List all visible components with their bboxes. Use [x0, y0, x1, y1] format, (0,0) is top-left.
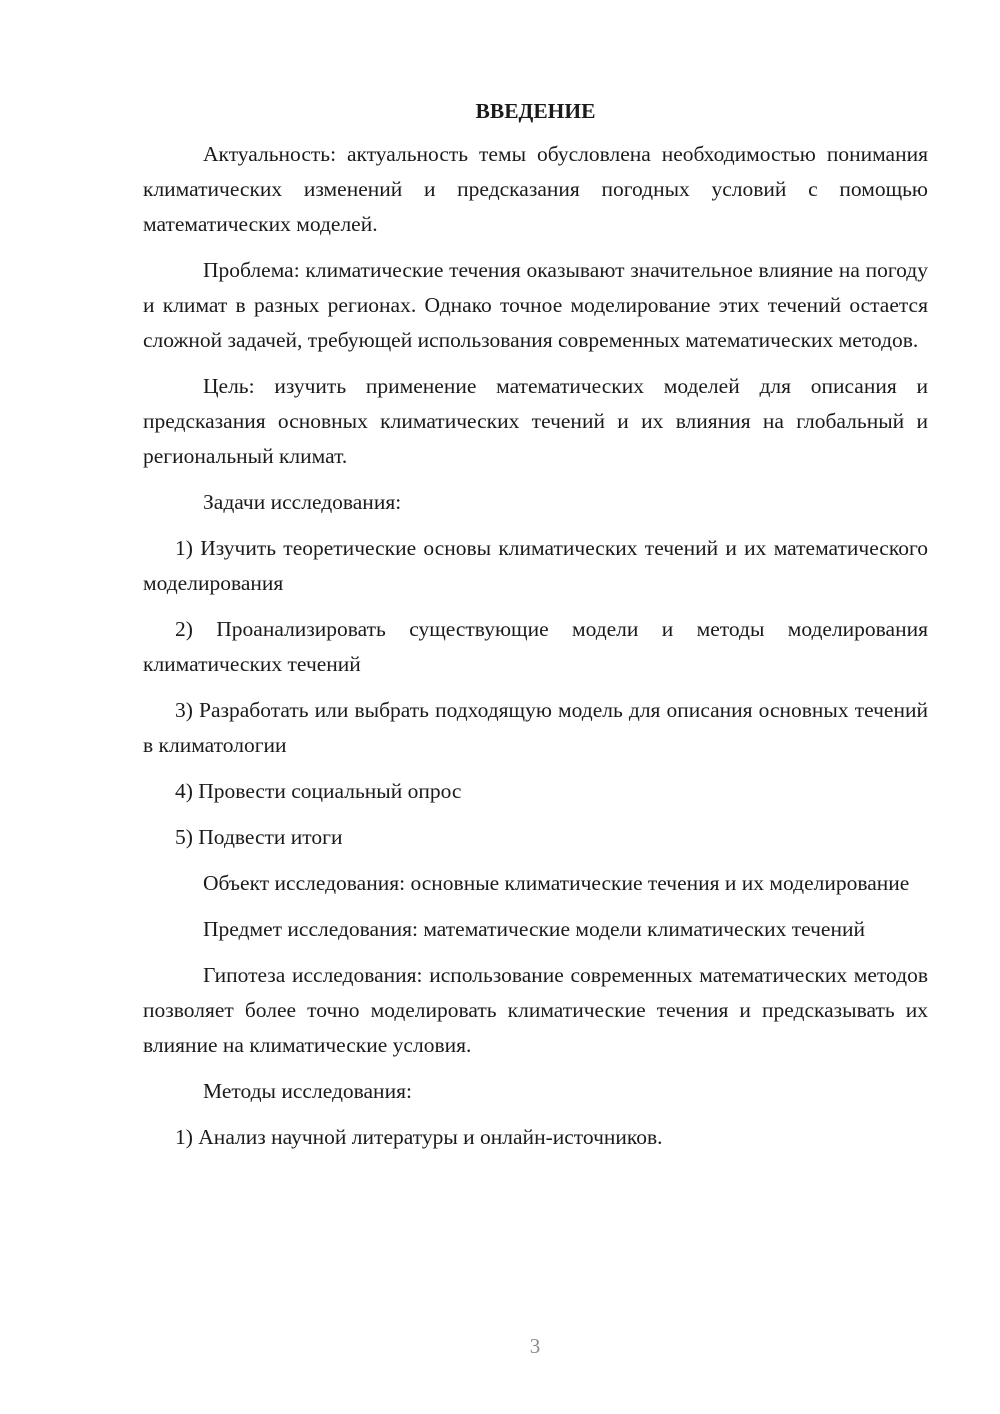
- object-paragraph: Объект исследования: основные климатические течения и их моделирование: [203, 871, 910, 895]
- method-item-1: 1) Анализ научной литературы и онлайн-источников.: [175, 1125, 663, 1149]
- relevance-paragraph: Актуальность: актуальность темы обусловлена необходимостью понимания климатических изменений и предсказания погодных условий с помощью математических моделей.: [143, 142, 928, 236]
- page-number: 3: [529, 1334, 541, 1358]
- task-item-2: 2) Проанализировать существующие модели и методы моделирования климатических течений: [143, 617, 928, 676]
- document-page: [143, 96, 928, 1166]
- problem-paragraph: Проблема: климатические течения оказывают значительное влияние на погоду и климат в разных регионах. Однако точное моделирование этих течений остается сложной задачей, требующей использования современных математических методов.: [143, 258, 928, 352]
- methods-heading: Методы исследования:: [203, 1079, 412, 1103]
- task-item-5: 5) Подвести итоги: [175, 825, 343, 849]
- hypothesis-paragraph: Гипотеза исследования: использование современных математических методов позволяет более точно моделировать климатические течения и предсказывать их влияние на климатические условия.: [143, 963, 928, 1057]
- task-item-3: 3) Разработать или выбрать подходящую модель для описания основных течений в климатологии: [143, 698, 928, 757]
- goal-paragraph: Цель: изучить применение математических моделей для описания и предсказания основных климатических течений и их влияния на глобальный и региональный климат.: [143, 374, 928, 468]
- task-item-4: 4) Провести социальный опрос: [175, 779, 462, 803]
- section-title: ВВЕДЕНИЕ: [475, 99, 596, 123]
- task-item-1: 1) Изучить теоретические основы климатических течений и их математического моделирования: [143, 536, 928, 595]
- tasks-heading: Задачи исследования:: [203, 490, 402, 514]
- subject-paragraph: Предмет исследования: математические модели климатических течений: [203, 917, 865, 941]
